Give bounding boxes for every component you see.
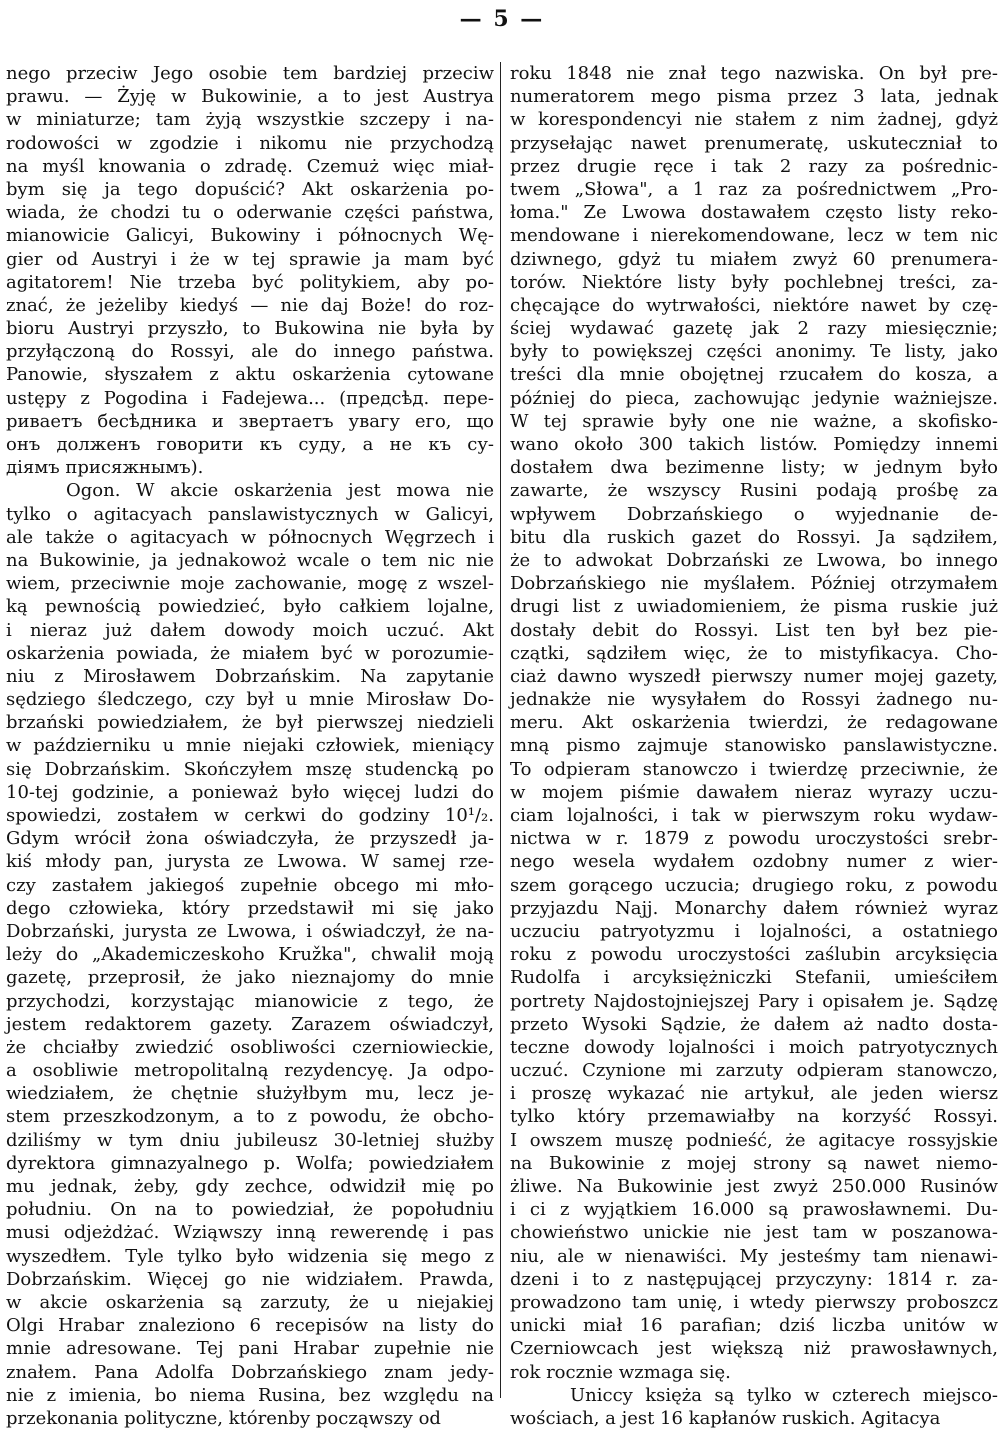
text-line: twem „Słowa", a 1 raz za pośrednictwem „Pro- bbox=[510, 178, 998, 200]
text-line: dostały debit do Rossyi. List ten był bez pie- bbox=[510, 619, 998, 641]
text-line: wpływem Dobrzańskiego o wyjednanie de- bbox=[510, 503, 998, 525]
text-line: sędziego śledczego, czy był u mnie Mirosław Do- bbox=[6, 689, 494, 711]
text-line: ciam lojalności, i tak w pierwszym roku wydaw- bbox=[510, 805, 998, 826]
text-line: wościach, a jest 16 kapłanów ruskich. Agitacya bbox=[510, 1407, 941, 1429]
text-line: przekonania polityczne, którenby począwszy od bbox=[6, 1407, 441, 1429]
text-line: dostałem dwa bezimenne listy; w jednym było bbox=[510, 457, 998, 479]
text-line: mnie adresowane. Tej pani Hrabar zupełnie nie bbox=[6, 1338, 494, 1360]
text-line: nego wesela wydałem ozdobny numer z wier- bbox=[510, 851, 998, 873]
text-line: gier od Austryi i że w tej sprawie ja mam być bbox=[6, 248, 494, 270]
text-line: czątki, sądziłem więc, że to mistyfikacya. Cho- bbox=[510, 642, 998, 664]
text-line: mu jednak, żeby, gdy zechce, odwidził mię po bbox=[6, 1176, 494, 1197]
text-line: zawarte, że wszyscy Rusini podają prośbę za bbox=[510, 480, 998, 502]
text-line: bym się ja tego dopuścić? Akt oskarżenia po- bbox=[6, 178, 494, 200]
text-line: chowieństwo unickie nie jest tam w poszanowa- bbox=[510, 1222, 998, 1244]
text-line: że chciałby zwiedzić osobliwości czerniowieckie, bbox=[6, 1036, 494, 1058]
text-line: żliwe. Na Bukowinie jest zwyż 250.000 Rusinów bbox=[510, 1176, 998, 1197]
text-line: w miniaturze; tam żyją wszystkie szczepy i na- bbox=[6, 109, 494, 131]
text-line: kiś młody pan, jurysta ze Lwowa. W samej rze- bbox=[6, 851, 494, 873]
text-line: brzański powiedziałem, że był pierwszej niedzieli bbox=[6, 712, 494, 734]
text-line: Dobrzańskim. Więcej go nie widziałem. Prawda, bbox=[6, 1268, 494, 1290]
text-line: a osobliwie metropolitalną rezydencyę. Ja odpo- bbox=[6, 1060, 494, 1082]
text-line: w październiku u mnie niejaki człowiek, mieniący bbox=[6, 735, 494, 757]
text-line: To odpieram stanowczo i twierdzę przeciwnie, że bbox=[510, 758, 998, 780]
text-line: niu z Mirosławem Dobrzańskim. Na zapytanie bbox=[6, 665, 494, 687]
text-line: jestem redaktorem gazety. Zarazem oświadczył, bbox=[6, 1013, 494, 1035]
text-line: Uniccy księża są tylko w czterech miejsco- bbox=[570, 1384, 998, 1406]
text-line: przychodzi, korzystając mianowicie z tego, że bbox=[6, 990, 494, 1012]
text-line: i proszę wykazać nie artykuł, ale jeden wiersz bbox=[510, 1083, 998, 1105]
column-divider bbox=[500, 62, 501, 1398]
text-line: unicki miał 16 parafian; dziś liczba unitów w bbox=[510, 1315, 998, 1337]
text-line: nego przeciw Jego osobie tem bardziej przeciw bbox=[6, 63, 494, 84]
text-line: Rudolfa i arcyksiężniczki Stefanii, umieściłem bbox=[510, 967, 998, 989]
text-line: nictwa w r. 1879 z powodu uroczystości srebr- bbox=[510, 828, 998, 850]
text-line: mendowane i nierekomendowane, lecz w tem nic bbox=[510, 225, 998, 247]
text-line: dzeni i to z następującej przyczyny: 1814 r. za- bbox=[510, 1268, 998, 1290]
text-line: ciaż dawno wyszedł pierwszy numer mojej gazety, bbox=[510, 665, 998, 687]
text-line: bitu dla ruskich gazet do Rossyi. Ja sądziłem, bbox=[510, 526, 998, 548]
text-line: ką pewnością powiedzieć, było całkiem lojalne, bbox=[6, 596, 494, 618]
text-line: oskarżenia powiada, że miałem być w porozumie- bbox=[6, 642, 494, 664]
text-line: stem przeszkodzonym, a to z powodu, że obcho- bbox=[6, 1106, 494, 1128]
text-line: I owszem muszę podnieść, że agitacye rossyjskie bbox=[510, 1129, 998, 1151]
text-line: południu. On na to powiedział, że popołudniu bbox=[6, 1199, 494, 1221]
text-line: prawu. — Żyję w Bukowinie, a to jest Austrya bbox=[6, 86, 494, 108]
text-line: онъ долженъ говорити къ суду, а не къ су- bbox=[6, 434, 494, 455]
text-line: na Bukowinie, ja jednakowoż wcale o tem nic nie bbox=[6, 549, 494, 571]
text-line: musi odjeżdżać. Wziąwszy inną rewerendę i pas bbox=[6, 1222, 494, 1244]
text-line: prowadzono tam unię, i wtedy pierwszy proboszcz bbox=[510, 1291, 998, 1313]
text-line: dego człowieka, który przedstawił mi się jako bbox=[6, 897, 494, 919]
text-line: na myśl knowania o zdradę. Czemuż więc miał- bbox=[6, 155, 494, 177]
text-line: numeratorem mego pisma przez 3 lata, jednak bbox=[510, 86, 998, 108]
text-line: nie z imienia, bo niema Rusina, bez względu na bbox=[6, 1384, 494, 1406]
text-line: znałem. Pana Adolfa Dobrzańskiego znam jedy- bbox=[6, 1361, 494, 1383]
text-line: gazetę, przeprosił, że jako nieznajomy do mnie bbox=[6, 967, 494, 989]
text-line: i nieraz już dałem dowody moich uczuć. Akt bbox=[6, 619, 494, 641]
text-line: wiedziałem, że chętnie służyłbym mu, lecz je- bbox=[6, 1083, 494, 1105]
text-line: przysełając nawet prenumeratę, uskuteczniał to bbox=[510, 132, 998, 154]
text-line: i ci z wyjątkiem 16.000 są prawosławnemi. Du- bbox=[510, 1199, 998, 1221]
text-line: Dobrzańskiego nie myślałem. Później otrzymałem bbox=[510, 573, 998, 595]
text-line: czy zastałem jakiegoś zupełnie obcego mi mło- bbox=[6, 874, 494, 896]
text-line: w korespondencyi nie stałem z nim żadnej, gdyż bbox=[510, 109, 998, 131]
text-line: chęcające do wytrwałości, niektóre nawet by czę- bbox=[510, 294, 998, 316]
text-line: agitatorem! Nie trzeba być politykiem, aby po- bbox=[6, 271, 494, 293]
text-line: wyszedłem. Tyle tylko było widzenia się mego z bbox=[6, 1245, 494, 1267]
text-line: były to powiększej części anonimy. Te listy, jako bbox=[510, 341, 998, 363]
text-line: treści dla mnie obojętnej rzucałem do kosza, a bbox=[510, 364, 998, 386]
text-line: Panowie, słyszałem z aktu oskarżenia cytowane bbox=[6, 364, 494, 386]
text-line: W tej sprawie były one nie ważne, a skofisko- bbox=[510, 410, 998, 432]
text-line: leży do „Akademiczeskoho Kružka", chwalił moją bbox=[6, 944, 494, 966]
text-line: później do pieca, zachowując jedynie ważniejsze. bbox=[510, 387, 998, 409]
text-line: teczne dowody lojalności i moich patryotycznych bbox=[510, 1036, 998, 1058]
right-column bbox=[510, 62, 998, 1429]
page-number: — 5 — bbox=[459, 6, 545, 32]
text-line: roku 1848 nie znał tego nazwiska. On był pre- bbox=[510, 63, 998, 84]
text-line: tylko który przemawiałby na korzyść Rossyi. bbox=[510, 1106, 998, 1128]
text-line: szem gorącego uczucia; drugiego roku, z powodu bbox=[510, 874, 998, 896]
text-line: rok rocznie wzmaga się. bbox=[510, 1361, 731, 1383]
text-line: drugi list z uwiadomieniem, że pisma ruskie już bbox=[510, 596, 998, 618]
text-line: mianowicie Galicyi, Bukowiny i północnych Wę- bbox=[6, 225, 494, 247]
text-line: przyjazdu Najj. Monarchy dałem również wyraz bbox=[510, 897, 998, 919]
text-line: się Dobrzańskim. Skończyłem mszę studencką po bbox=[6, 758, 494, 780]
text-line: Dobrzański, jurysta ze Lwowa, i oświadczył, że na- bbox=[6, 920, 494, 942]
text-line: przyłączoną do Rossyi, ale do innego państwa. bbox=[6, 341, 494, 363]
text-line: uczuć. Czynione mi zarzuty odpieram stanowczo, bbox=[510, 1060, 998, 1082]
text-line: wano około 300 takich listów. Pomiędzy innemi bbox=[510, 434, 998, 455]
text-line: wiada, że chodzi tu o oderwanie części państwa, bbox=[6, 202, 494, 224]
text-line: 10-tej godzinie, a ponieważ było więcej ludzi do bbox=[6, 781, 494, 803]
text-line: meru. Akt oskarżenia twierdzi, że redagowane bbox=[510, 712, 998, 734]
text-line: znać, że jeżeliby kiedyś — nie daj Boże! do roz- bbox=[6, 294, 494, 316]
text-line: roku z powodu uroczystości zaślubin arcyksięcia bbox=[510, 944, 998, 966]
text-line: dyrektora gimnazyalnego p. Wolfa; powiedziałem bbox=[6, 1152, 494, 1174]
text-line: Gdym wrócił żona oświadczyła, że przyszedł ja- bbox=[6, 828, 494, 850]
text-line: Olgi Hrabar znaleziono 6 recepisów na listy do bbox=[6, 1315, 494, 1337]
text-line: niu, ale w nienawiści. My jesteśmy tam nienawi- bbox=[510, 1245, 998, 1267]
text-line: w akcie oskarżenia są zarzuty, że u niejakiej bbox=[6, 1291, 494, 1313]
text-line: wiem, przeciwnie moje zachowanie, mogę z wszel- bbox=[6, 573, 494, 595]
text-line: w mojem piśmie dawałem nieraz wyrazy uczu- bbox=[510, 781, 998, 803]
text-line: Ogon. W akcie oskarżenia jest mowa nie bbox=[66, 480, 494, 502]
text-line: dziwnego, gdyż tu miałem zwyż 60 prenumera- bbox=[510, 248, 998, 270]
text-line: portrety Najdostojniejszej Pary i opisałem je. Sądzę bbox=[510, 990, 998, 1012]
text-line: ustępy z Pogodina i Fadejewa... (предсѣд. пере- bbox=[6, 387, 494, 409]
text-line: ale także o agitacyach w północnych Węgrzech i bbox=[6, 526, 494, 548]
text-line: jednakże nie wysyłałem do Rossyi żadnego nu- bbox=[510, 689, 998, 711]
text-line: spowiedzi, zostałem w cerkwi do godziny 10¹/₂. bbox=[6, 805, 494, 826]
text-line: torów. Niektóre listy były pochlebnej treści, za- bbox=[510, 271, 998, 293]
text-line: mną pismo zajmuje stanowisko panslawistyczne. bbox=[510, 735, 998, 757]
text-line: że to adwokat Dobrzański ze Lwowa, bo innego bbox=[510, 549, 998, 571]
text-line: rodowości w zgodzie i nikomu nie przychodzą bbox=[6, 132, 494, 154]
text-line: przeto Wysoki Sądzie, że dałem aż nadto dosta- bbox=[510, 1013, 998, 1035]
left-column bbox=[6, 62, 494, 1429]
text-line: Czerniowcach jest większą niż prawosławnych, bbox=[510, 1338, 998, 1360]
text-line: ściej wydawać gazetę jak 2 razy miesięcznie; bbox=[510, 318, 998, 340]
text-line: діямъ присяжнымъ). bbox=[6, 457, 204, 479]
text-line: uczuciu patryotyzmu i lojalności, a ostatniego bbox=[510, 920, 998, 942]
text-line: bioru Austryi przyszło, to Bukowina nie była by bbox=[6, 318, 494, 340]
text-line: łoma." Ze Lwowa dostawałem często listy reko- bbox=[510, 202, 998, 224]
text-line: przez drugie ręce i tak 2 razy za pośrednic- bbox=[510, 155, 998, 177]
text-line: риваетъ бесѣдника и звертаетъ увагу его, що bbox=[6, 410, 494, 432]
text-line: tylko o agitacyach panslawistycznych w Galicyi, bbox=[6, 503, 494, 525]
text-line: na Bukowinie z mojej strony są nawet niemo- bbox=[510, 1152, 998, 1174]
text-line: dziliśmy w tym dniu jubileusz 30-letniej służby bbox=[6, 1129, 494, 1151]
